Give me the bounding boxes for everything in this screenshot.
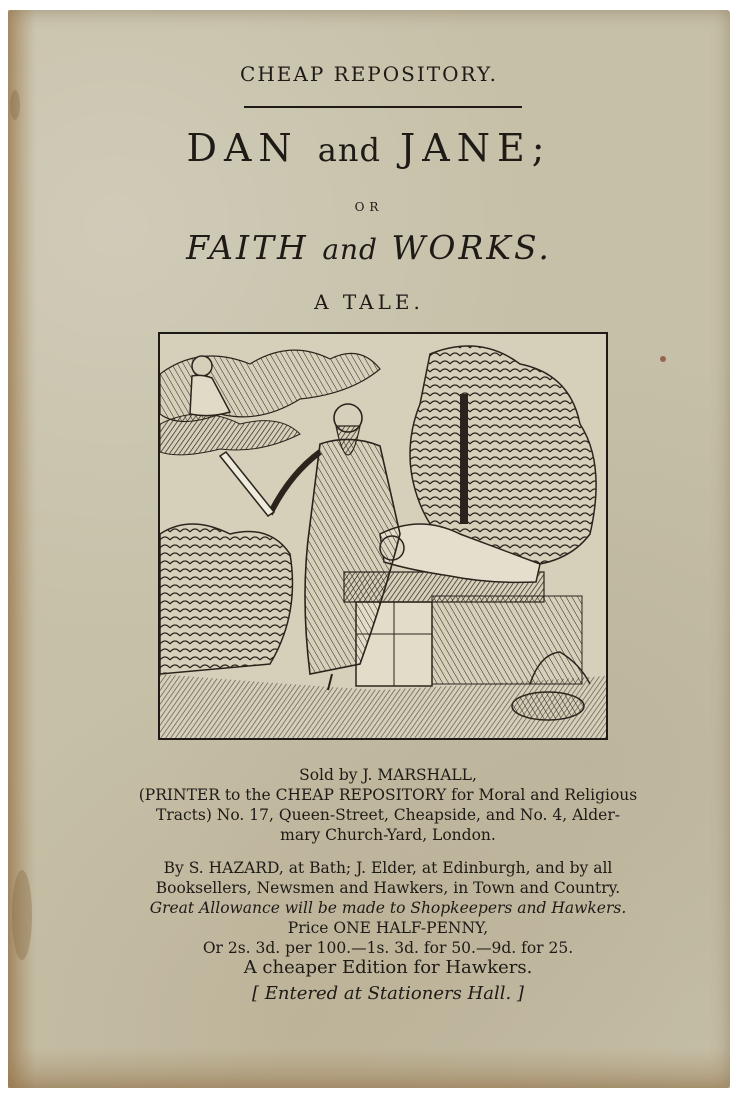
subtitle	[8, 228, 730, 267]
title-dan: DAN	[186, 126, 299, 170]
imprint-line: Sold by J. MARSHALL,	[299, 766, 477, 784]
angel-head	[192, 356, 212, 376]
imprint-line: mary Church-Yard, London.	[280, 826, 496, 844]
subtitle-and: and	[322, 233, 378, 266]
hedge	[432, 596, 582, 684]
tract-page	[8, 10, 730, 1088]
or-line: OR	[354, 200, 384, 214]
stain-mark	[10, 90, 20, 120]
imprint-cheaper: A cheaper Edition for Hawkers.	[243, 957, 533, 978]
page-bottom-stain	[8, 1048, 730, 1088]
subtitle-works: WORKS.	[391, 228, 552, 267]
imprint-rates: Or 2s. 3d. per 100.—1s. 3d. for 50.—9d. for 25.	[202, 939, 574, 957]
main-title	[8, 126, 730, 170]
imprint-price: Price ONE HALF-PENNY,	[287, 919, 489, 937]
stain-mark	[660, 356, 666, 362]
imprint-allowance: Great Allowance will be made to Shopkeepers and Hawkers.	[149, 899, 627, 917]
a-tale-line: A TALE.	[314, 290, 424, 314]
imprint-line: By S. HAZARD, at Bath; J. Elder, at Edinburgh, and by all	[163, 859, 613, 877]
imprint-seller	[103, 765, 673, 845]
imprint-line: Booksellers, Newsmen and Hawkers, in Town and Country.	[155, 879, 621, 897]
title-jane: JANE;	[400, 126, 552, 170]
woodcut-drawing	[160, 334, 606, 738]
title-and: and	[317, 131, 381, 169]
series-title: CHEAP REPOSITORY.	[240, 62, 498, 86]
imprint-distributors	[103, 858, 673, 1004]
fire-pot	[512, 692, 584, 720]
title-rule	[244, 106, 522, 108]
stain-mark	[12, 870, 32, 960]
imprint-line: Tracts) No. 17, Queen-Street, Cheapside, and No. 4, Alder-	[155, 806, 621, 824]
woodcut-illustration	[158, 332, 608, 740]
tree-trunk	[460, 394, 468, 524]
bush	[160, 524, 293, 674]
subtitle-faith: FAITH	[186, 228, 309, 267]
imprint-entered: [ Entered at Stationers Hall. ]	[252, 983, 524, 1004]
imprint-line: (PRINTER to the CHEAP REPOSITORY for Moral and Religious	[138, 786, 638, 804]
